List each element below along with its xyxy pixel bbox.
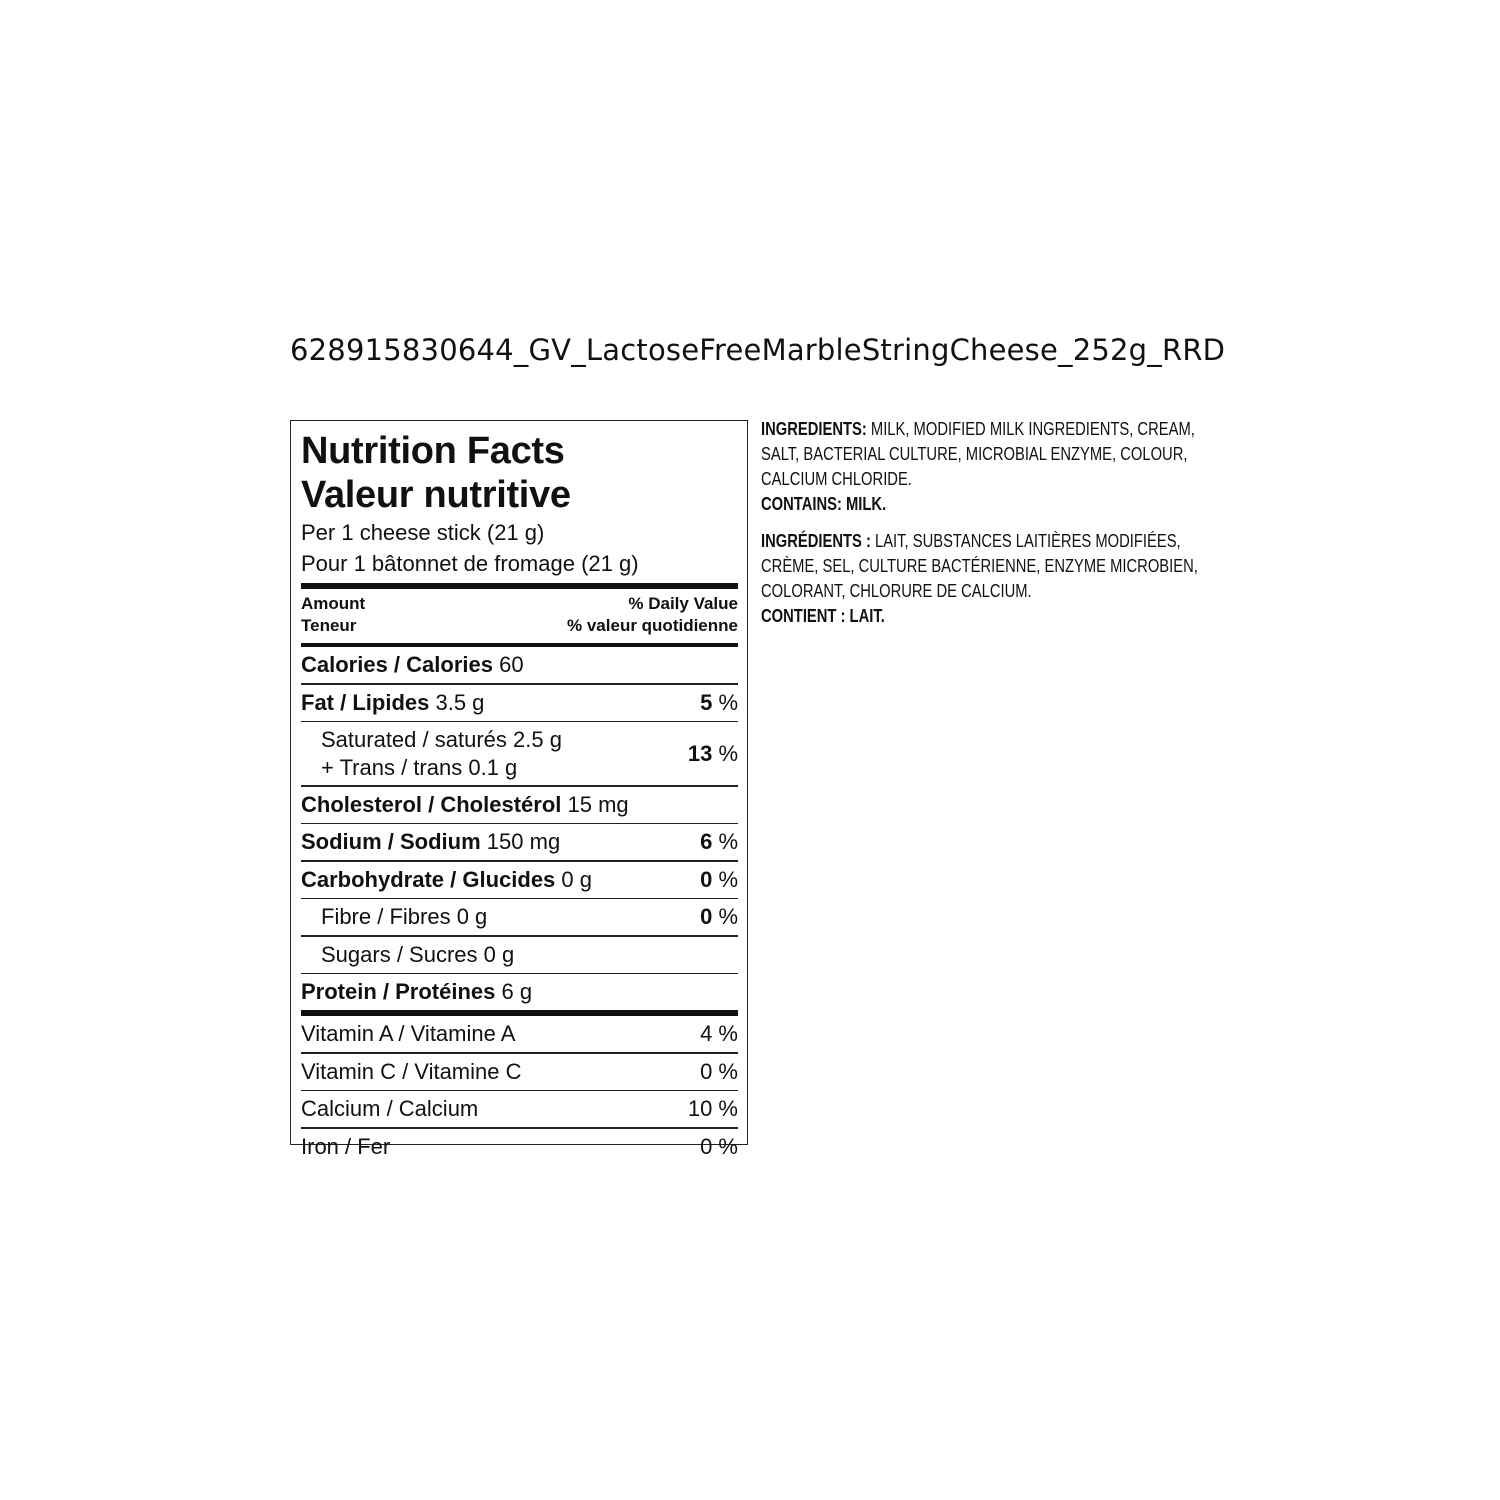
serving-size-fr: Pour 1 bâtonnet de fromage (21 g) xyxy=(301,551,639,576)
cholesterol-label: Cholesterol / Cholestérol xyxy=(301,791,562,817)
fat-row xyxy=(301,685,738,721)
calories-row xyxy=(301,647,738,683)
calories-label: Calories / Calories xyxy=(301,652,493,677)
ingredients-en-label: INGREDIENTS: xyxy=(761,419,867,439)
calcium-dv: 10 % xyxy=(687,1096,738,1121)
ingredients-en-text: MILK, MODIFIED MILK INGREDIENTS, CREAM, SALT, BACTERIAL CULTURE, MICROBIAL ENZYME, COLOUR, CALCIUM CHLORIDE. xyxy=(761,419,1195,489)
calories-value: 60 xyxy=(499,652,524,677)
saturated-label: Saturated / saturés 2.5 g xyxy=(321,726,562,752)
cholesterol-value: 15 mg xyxy=(567,791,629,817)
sodium-dv: 6 xyxy=(700,829,713,854)
vitamin-c-dv: 0 % xyxy=(700,1058,738,1084)
protein-label: Protein / Protéines xyxy=(301,979,496,1004)
vitamin-a-dv: 4 % xyxy=(700,1021,738,1046)
sodium-value: 150 mg xyxy=(486,829,561,854)
saturated-trans-row xyxy=(301,722,738,785)
calcium-label: Calcium / Calcium xyxy=(301,1096,479,1121)
carbohydrate-row xyxy=(301,862,738,898)
fibre-label: Fibre / Fibres 0 g xyxy=(321,904,488,929)
saturated-dv: 13 xyxy=(687,740,713,766)
carbohydrate-value: 0 g xyxy=(561,866,593,892)
sodium-row xyxy=(301,824,738,860)
ingredients-fr-label: INGRÉDIENTS : xyxy=(761,531,871,551)
carbohydrate-label: Carbohydrate / Glucides xyxy=(301,866,556,892)
fat-dv: 5 xyxy=(700,689,713,715)
fibre-row xyxy=(301,899,738,935)
percent-sign: % xyxy=(718,904,738,929)
ingredients-panel xyxy=(761,417,1231,629)
protein-value: 6 g xyxy=(501,979,533,1004)
iron-row xyxy=(301,1129,738,1165)
percent-sign: % xyxy=(718,866,738,892)
vitamin-a-label: Vitamin A / Vitamine A xyxy=(301,1021,516,1046)
trans-label: + Trans / trans 0.1 g xyxy=(321,754,518,780)
ingredients-en xyxy=(761,417,1231,492)
cholesterol-row xyxy=(301,787,738,823)
ingredients-fr xyxy=(761,529,1231,604)
sodium-label: Sodium / Sodium xyxy=(301,829,481,854)
fat-value: 3.5 g xyxy=(435,689,485,715)
ingredients-fr-text: LAIT, SUBSTANCES LAITIÈRES MODIFIÉES, CRÈME, SEL, CULTURE BACTÉRIENNE, ENZYME MICROBIEN, COLORANT, CHLORURE DE CALCIUM. xyxy=(761,531,1198,601)
file-name: 628915830644_GV_LactoseFreeMarbleStringCheese_252g_RRD xyxy=(290,333,1226,367)
nutrition-title-fr: Valeur nutritive xyxy=(301,474,571,516)
percent-sign: % xyxy=(718,689,738,715)
sugars-row xyxy=(301,937,738,973)
carbohydrate-dv: 0 xyxy=(700,866,713,892)
fibre-dv: 0 xyxy=(700,904,713,929)
nutrition-facts-table xyxy=(290,420,748,1159)
daily-value-header-fr: % valeur quotidienne xyxy=(567,616,738,635)
amount-header-en: Amount xyxy=(301,594,366,613)
serving-size-en: Per 1 cheese stick (21 g) xyxy=(301,520,545,545)
iron-label: Iron / Fer xyxy=(301,1133,391,1159)
vitamin-a-row xyxy=(301,1016,738,1052)
fat-label: Fat / Lipides xyxy=(301,689,430,715)
percent-sign: % xyxy=(718,740,738,766)
iron-dv: 0 % xyxy=(700,1133,738,1159)
contains-en: CONTAINS: MILK. xyxy=(761,494,887,514)
daily-value-header-en: % Daily Value xyxy=(628,594,738,613)
sugars-label: Sugars / Sucres 0 g xyxy=(321,941,515,967)
calcium-row xyxy=(301,1091,738,1127)
contains-fr: CONTIENT : LAIT. xyxy=(761,606,885,626)
nutrition-title-en: Nutrition Facts xyxy=(301,430,565,472)
column-header xyxy=(301,589,738,643)
vitamin-c-label: Vitamin C / Vitamine C xyxy=(301,1058,522,1084)
amount-header-fr: Teneur xyxy=(301,616,357,635)
vitamin-c-row xyxy=(301,1054,738,1090)
protein-row xyxy=(301,974,738,1010)
percent-sign: % xyxy=(718,829,738,854)
